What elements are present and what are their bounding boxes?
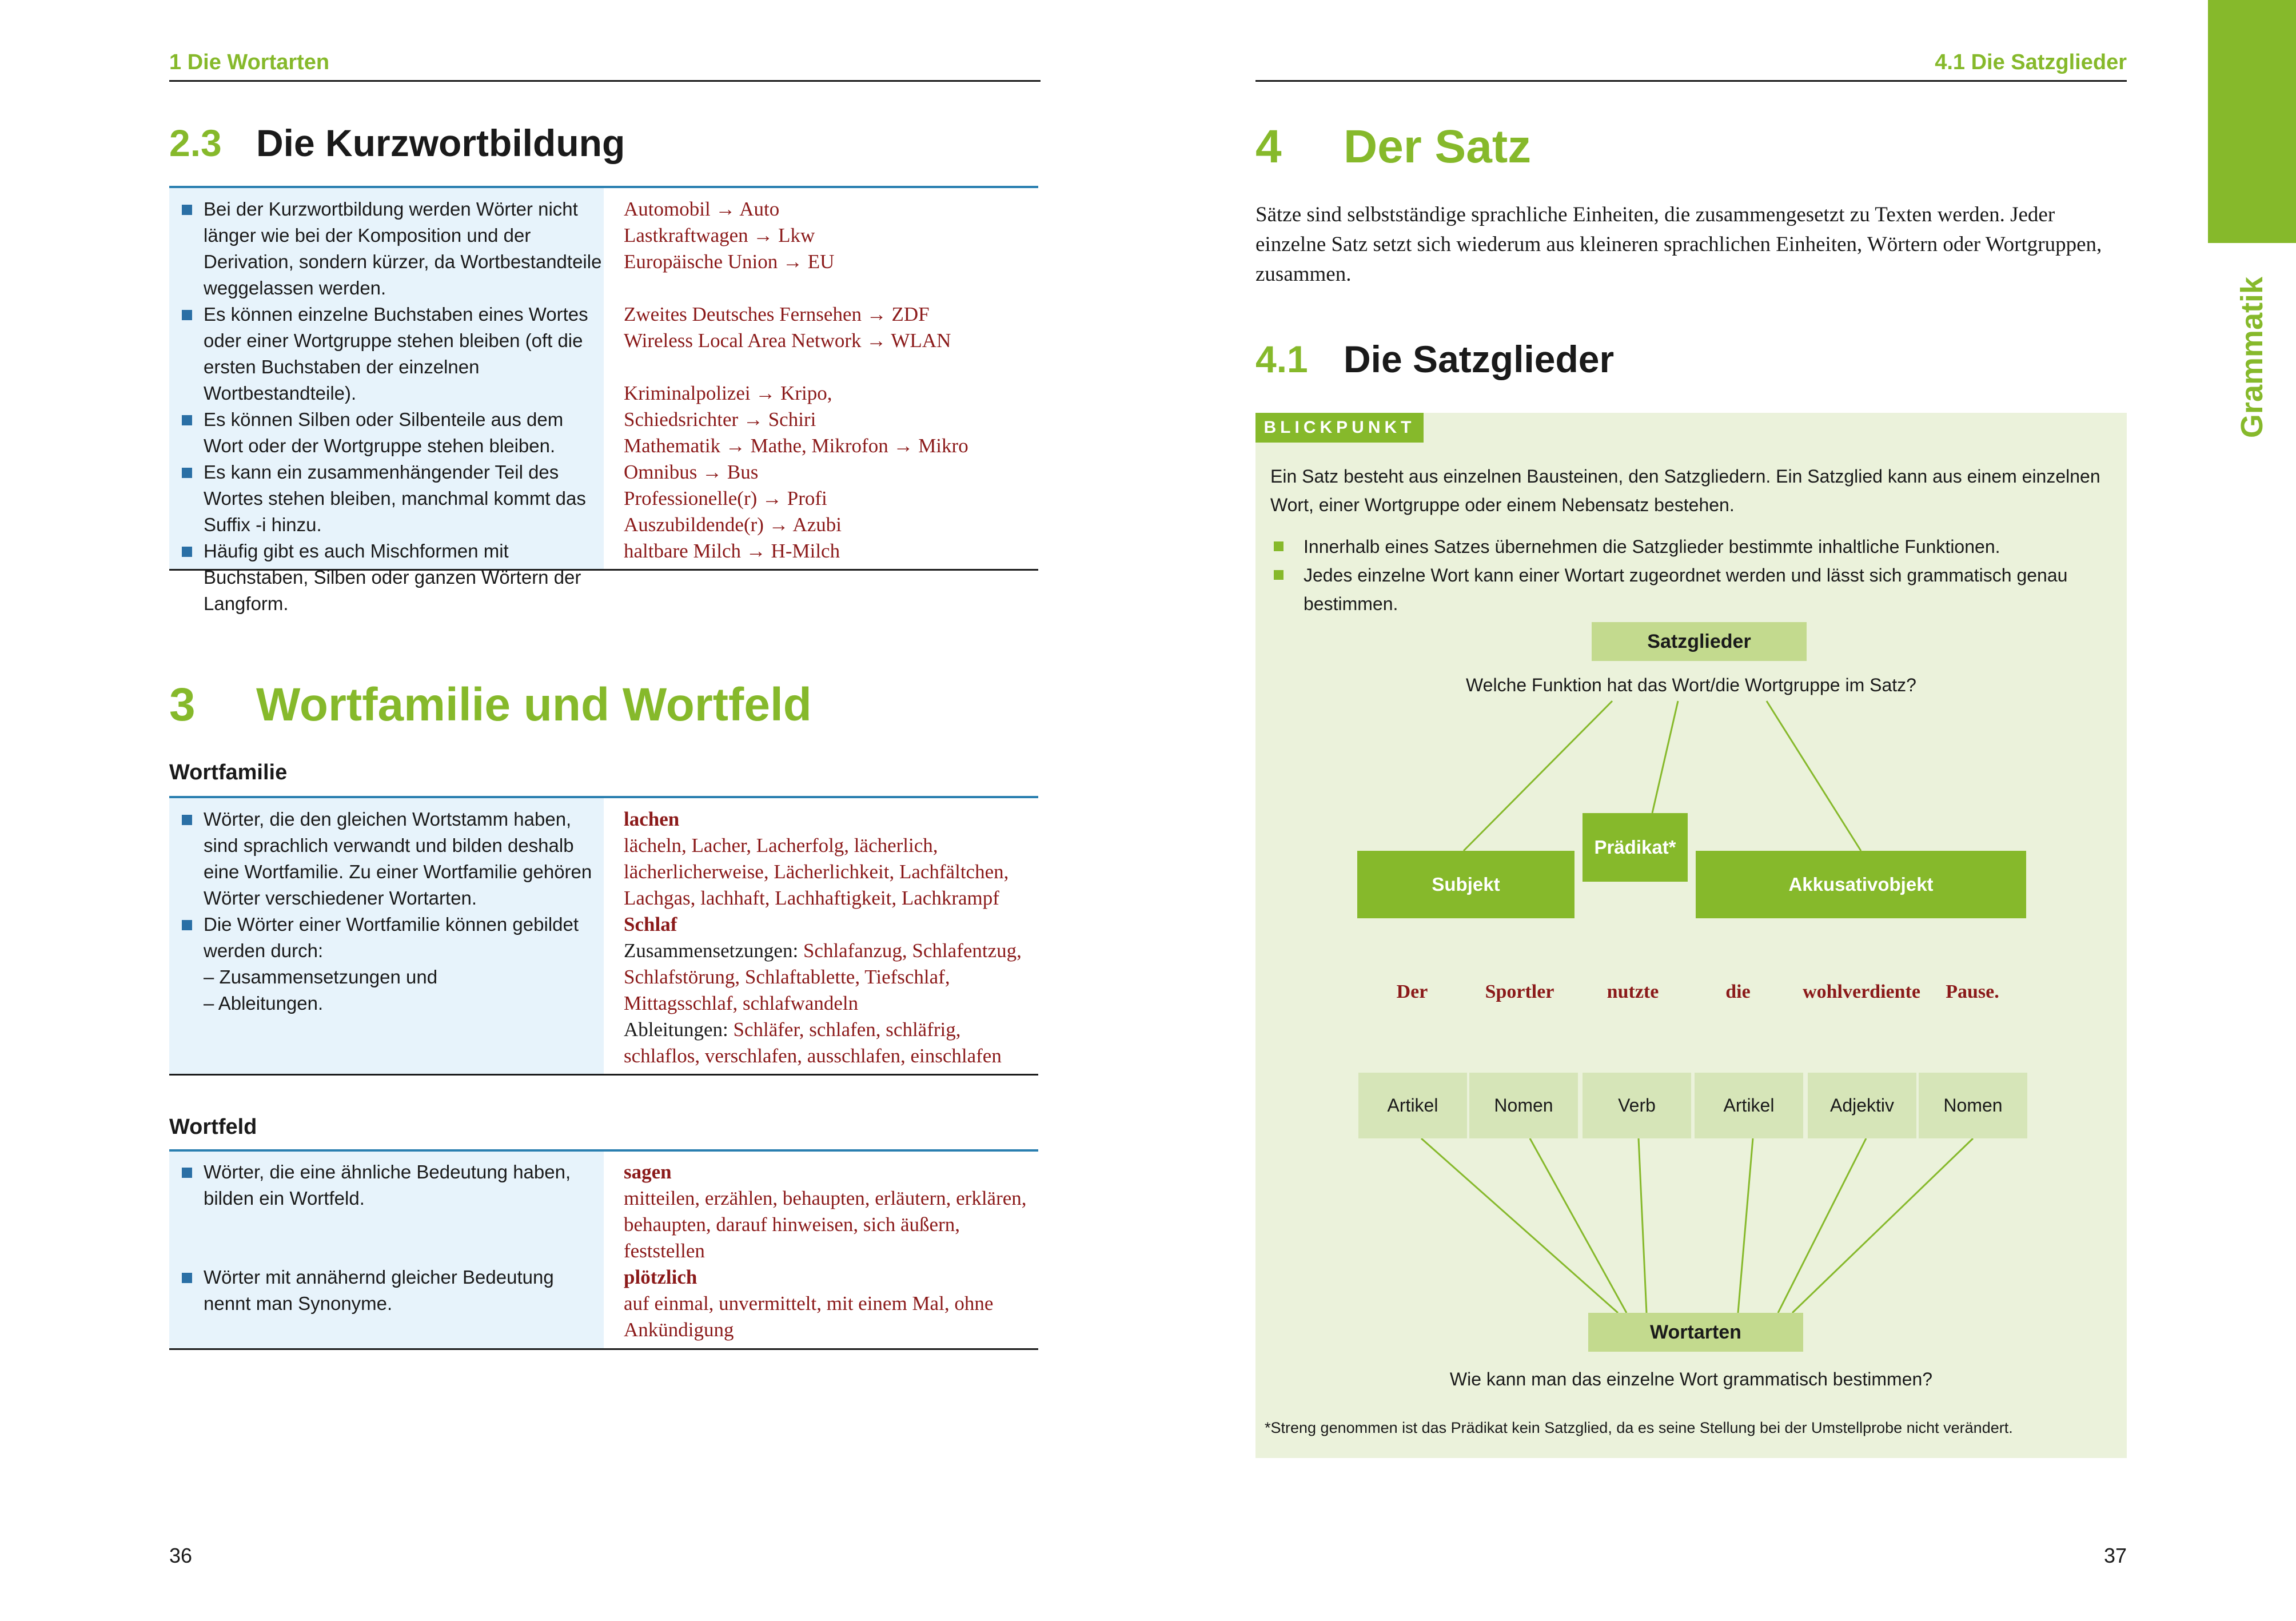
example-word-ploetzlich: plötzlich — [624, 1266, 697, 1288]
section-2-3-number: 2.3 — [169, 122, 222, 164]
left-running-head: 1 Die Wortarten — [169, 50, 330, 74]
side-tab-label: Grammatik — [2235, 276, 2269, 439]
wortfamilie-bullet-1: Wörter, die den gleichen Wortstamm haben, sind sprachlich verwandt und bilden deshalb eine Wortfamilie. Zu einer Wortfamilie gehören Wörter verschiedener Wortarten. — [181, 806, 604, 911]
kurzwort-example: Lastkraftwagen → Lkw — [624, 224, 815, 246]
kurzwort-example: Zweites Deutsches Fernsehen → ZDF — [624, 303, 930, 325]
sentence-word-sportler: Sportler — [1485, 981, 1554, 1002]
example-list-ableitungen: Schläfer, schlafen, schläfrig, schlaflos, verschlafen, ausschlafen, einschlafen — [624, 1018, 1002, 1067]
section-2-3-title: Die Kurzwortbildung — [256, 122, 625, 164]
example-list-lachen: lächeln, Lacher, Lacherfolg, lächerlich, lächerlicherweise, Lächerlichkeit, Lachfältchen, Lachgas, lachhaft, Lachhaftigkeit, Lachkrampf — [624, 834, 1009, 909]
sentence-word-nutzte: nutzte — [1607, 981, 1659, 1002]
sentence-word-pause: Pause. — [1946, 981, 1999, 1002]
wortart-artikel-1: Artikel — [1358, 1073, 1467, 1138]
section-4-intro: Sätze sind selbstständige sprachliche Einheiten, die zusammengesetzt zu Texten werden. Jeder einzelne Satz setzt sich wiederum aus kleineren sprachlichen Einheiten, Wörtern oder Wortgruppen, zusammen. — [1255, 203, 2102, 286]
sentence-word-wohlverdiente: wohlverdiente — [1803, 981, 1920, 1002]
wortfeld-bullet-1: Wörter, die eine ähnliche Bedeutung haben, bilden ein Wortfeld. — [181, 1159, 604, 1212]
right-page-number: 37 — [2103, 1544, 2127, 1567]
label-zusammensetzungen: Zusammensetzungen: — [624, 939, 799, 962]
dash-item-ableitungen: Ableitungen. — [218, 993, 324, 1014]
wortart-artikel-2: Artikel — [1695, 1073, 1803, 1138]
right-running-head: 4.1 Die Satzglieder — [1935, 50, 2127, 74]
satzglieder-question: Welche Funktion hat das Wort/die Wortgruppe im Satz? — [1466, 675, 1916, 695]
wortfeld-heading: Wortfeld — [169, 1115, 257, 1139]
example-list-ploetzlich: auf einmal, unvermittelt, mit einem Mal, ohne Ankündigung — [624, 1292, 994, 1341]
kurzwort-example: Mathematik → Mathe, Mikrofon → Mikro — [624, 435, 968, 457]
wortart-verb: Verb — [1583, 1073, 1691, 1138]
kurzwort-bullet-2: Es können einzelne Buchstaben eines Wortes oder einer Wortgruppe stehen bleiben (oft die ersten Buchstaben der einzelnen Wortbestandteile). — [181, 301, 604, 407]
section-4-number: 4 — [1255, 121, 1282, 173]
section-3-title: Wortfamilie und Wortfeld — [256, 679, 812, 731]
section-4-1-number: 4.1 — [1255, 338, 1308, 380]
wortarten-question: Wie kann man das einzelne Wort grammatisch bestimmen? — [1449, 1369, 1933, 1389]
connector-line — [1639, 1138, 1647, 1313]
dash-item-zusammensetzungen: Zusammensetzungen und — [219, 966, 438, 987]
kurzwort-bullet-3: Es können Silben oder Silbenteile aus dem Wort oder der Wortgruppe stehen bleiben. — [181, 407, 604, 459]
wortfeld-bullet-2: Wörter mit annähernd gleicher Bedeutung nennt man Synonyme. — [181, 1264, 604, 1317]
satzglied-subjekt: Subjekt — [1357, 851, 1574, 918]
connector-line — [1778, 1138, 1866, 1313]
kurzwort-example: Wireless Local Area Network → WLAN — [624, 329, 951, 352]
wortfamilie-heading: Wortfamilie — [169, 760, 288, 784]
wortart-adjektiv: Adjektiv — [1808, 1073, 1916, 1138]
section-3-number: 3 — [169, 679, 196, 731]
kurzwort-example: Omnibus → Bus — [624, 461, 759, 483]
blickpunkt-label: BLICKPUNKT — [1255, 413, 1424, 443]
kurzwort-example: Europäische Union → EU — [624, 250, 835, 273]
section-4-title: Der Satz — [1344, 121, 1532, 173]
kurzwort-example: haltbare Milch → H-Milch — [624, 540, 840, 562]
kurzwort-example: Kriminalpolizei → Kripo, — [624, 382, 832, 404]
satzglieder-box: Satzglieder — [1592, 622, 1807, 661]
example-list-zusammensetzungen: Schlafanzug, Schlafentzug, Schlafstörung, Schlaftablette, Tiefschlaf, Mittagsschlaf, schlafwandeln — [624, 939, 1022, 1014]
blickpunkt-footnote: *Streng genommen ist das Prädikat kein Satzglied, da es seine Stellung bei der Umstellprobe nicht verändert. — [1265, 1419, 2013, 1436]
sentence-word-die: die — [1725, 981, 1751, 1002]
blickpunkt-bullet-2: Jedes einzelne Wort kann einer Wortart zugeordnet werden und lässt sich grammatisch genau bestimmen. — [1270, 561, 2111, 618]
left-page-number: 36 — [169, 1544, 193, 1567]
connector-line — [1738, 1138, 1753, 1313]
kurzwort-bullet-1: Bei der Kurzwortbildung werden Wörter nicht länger wie bei der Komposition und der Derivation, sondern kürzer, da Wortbestandteile weggelassen werden. — [181, 196, 604, 301]
label-ableitungen: Ableitungen: — [624, 1018, 728, 1041]
blickpunkt-intro: Ein Satz besteht aus einzelnen Bausteinen, den Satzgliedern. Ein Satzglied kann aus einem einzelnen Wort, einer Wortgruppe oder einem Nebensatz bestehen. — [1270, 466, 2100, 515]
example-word-schlaf: Schlaf — [624, 913, 677, 935]
wortfamilie-bullet-2: Die Wörter einer Wortfamilie können gebildet werden durch: — [181, 911, 604, 964]
kurzwort-bullet-4: Es kann ein zusammenhängender Teil des Wortes stehen bleiben, manchmal kommt das Suffix -i hinzu. — [181, 459, 604, 538]
kurzwort-example: Automobil → Auto — [624, 198, 780, 220]
satzglied-akkusativobjekt: Akkusativobjekt — [1696, 851, 2026, 918]
example-list-sagen: mitteilen, erzählen, behaupten, erläutern, erklären, behaupten, darauf hinweisen, sich äußern, feststellen — [624, 1187, 1027, 1262]
connector-line — [1530, 1138, 1627, 1313]
blickpunkt-bullet-1: Innerhalb eines Satzes übernehmen die Satzglieder bestimmte inhaltliche Funktionen. — [1270, 532, 2111, 561]
wortarten-box: Wortarten — [1588, 1313, 1803, 1352]
example-word-lachen: lachen — [624, 808, 680, 830]
kurzwort-example: Professionelle(r) → Profi — [624, 487, 827, 509]
kurzwort-bullet-5: Häufig gibt es auch Mischformen mit Buchstaben, Silben oder ganzen Wörtern der Langform. — [181, 538, 604, 617]
satzglied-praedikat: Prädikat* — [1583, 813, 1688, 882]
connector-line — [1767, 701, 1861, 851]
wortfamilie-dash-list: – Zusammensetzungen und – Ableitungen. — [204, 966, 438, 1014]
connector-line — [1792, 1138, 1973, 1313]
kurzwort-example: Schiedsrichter → Schiri — [624, 408, 816, 431]
section-4-1-title: Die Satzglieder — [1344, 338, 1615, 380]
connector-line — [1421, 1138, 1618, 1313]
sentence-word-der: Der — [1396, 981, 1428, 1002]
wortart-nomen-2: Nomen — [1919, 1073, 2027, 1138]
connector-line — [1652, 701, 1678, 813]
wortart-nomen-1: Nomen — [1469, 1073, 1578, 1138]
kurzwort-example: Auszubildende(r) → Azubi — [624, 513, 842, 536]
example-word-sagen: sagen — [624, 1161, 672, 1183]
